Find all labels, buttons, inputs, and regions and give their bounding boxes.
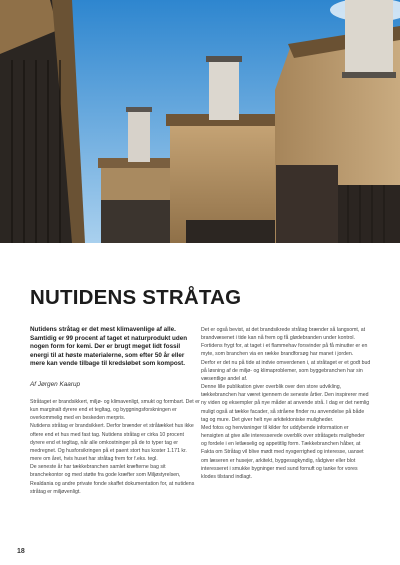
body-paragraph: De seneste år har tækkebranchen samlet kræfterne bag sit branchekontor og med støtte fra gode kræfter som Miljøstyrelsen, Realdania og andre private fonde skaffet dokumentation for, at nutidens stråtag er miljøvenligt.: [30, 464, 195, 495]
right-body: [201, 326, 371, 481]
article-lead: Nutidens stråtag er det mest klimavenlige af alle. Samtidig er 99 procent af taget et naturprodukt uden nogen form for kemi. Der er brugt meget lidt fossil energi til at høste materialerne, som efter 50 år eller mere kan vende tilbage til kredsløbet som kompost.: [30, 326, 188, 368]
right-column: [201, 326, 371, 481]
body-paragraph: Det er også bevist, at det brandsikrede stråtag brænder så langsomt, at brandvæsenet i tide kan nå frem og få glødebranden under kontrol. Fortidens frygt for, at taget i et flammehav forsvinder på få minutter er en myte, som branchen via en række brandforsøg har manet i jorden.: [201, 327, 368, 358]
thatched-roofs-photo: [0, 0, 400, 243]
body-paragraph: Stråtaget er brandsikkert, miljø- og klimavenligt, smukt og formbart. Det er kun marginalt dyrere end et tegltag, og byggningsforskningen er overkommelig med en beskeden merpris.: [30, 398, 200, 422]
page-number: 18: [17, 548, 25, 555]
left-column: [30, 326, 200, 496]
body-paragraph: Denne lille publikation giver overblik over den store udvikling, tækkebranchen har været igennem de seneste årtier. Den inspirerer med ny viden og eksempler på nye måder at anvende strå. I dag er det nemlig muligt også at tække facader, så stråene finder nu anvendelse på både tag og mure. Det giver helt nye arkitektoniske muligheder.: [201, 384, 370, 423]
article-title: NUTIDENS STRÅTAG: [30, 286, 242, 309]
body-paragraph: Nutidens stråtag er brandsikkert. Derfor brænder et stråtækket hus ikke oftere end et hus med fast tag. Nutidens stråtag er cirka 10 procent dyrere end et tegltag, når alle omkostninger på de to typer tag er medregnet. Og husforsikringen på et paent stort hus koster 1.171 kr. mere om året, hvis huset har stråtag frem for f.eks. tegl.: [30, 423, 194, 463]
body-paragraph: Derfor er det nu på tide at indvie omverdenen i, at stråtaget er et godt bud på løsning af de miljø- og klimaproblemer, som byggebranchen har sin væsentlige andel af.: [201, 359, 371, 382]
left-house: [0, 0, 85, 243]
body-paragraph: Med fotos og henvisninger til kilder for uddybende information er hensigten at give alle interesserede overblik over stråtagets muligheder og fordele i en letlæselig og appetitlig form. Tækkebranchen håber, at Fakta om Stråtag vil blive mødt med nysgerrighed og interesse, uanset om læseren er husejer, arkitekt, byggesagkyndig, rådgiver eller blot interesseret i smukke bygninger med sund fornuft og tanke for vores klodes tilstand indlagt.: [201, 424, 365, 480]
left-body: [30, 398, 200, 496]
article-author: Af Jørgen Kaarup: [30, 380, 81, 388]
